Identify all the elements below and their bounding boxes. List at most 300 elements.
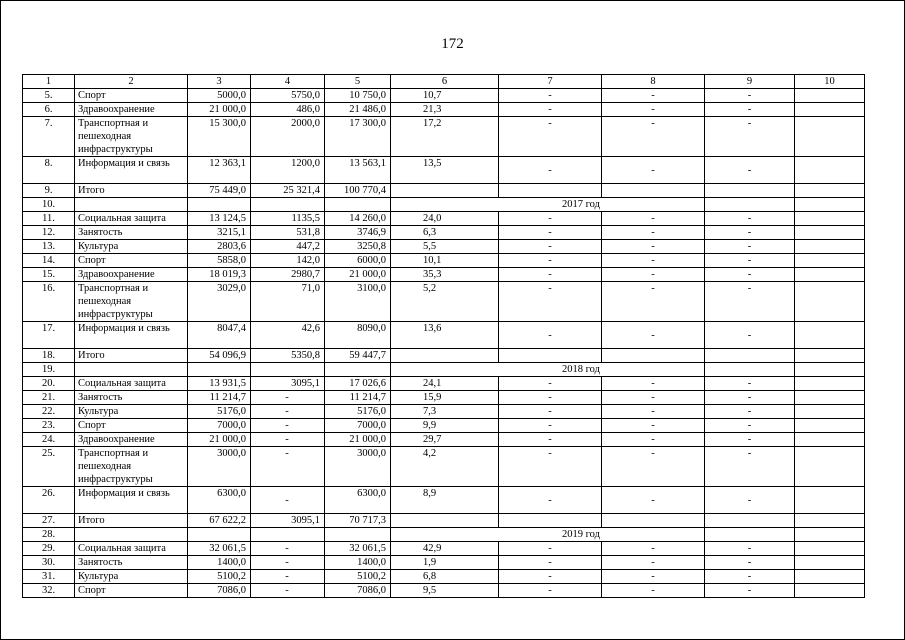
empty-cell (795, 349, 865, 363)
header-cell: 10 (795, 75, 865, 89)
table-body (23, 75, 865, 598)
dash-cell: - (602, 405, 705, 419)
empty-cell (795, 542, 865, 556)
value-cell-col5: 7086,0 (325, 584, 391, 598)
value-cell-col5: 11 214,7 (325, 391, 391, 405)
header-cell: 5 (325, 75, 391, 89)
dash-cell: - (705, 570, 795, 584)
table-row (23, 254, 865, 268)
dash-cell: - (705, 542, 795, 556)
category-name-cell: Транспортная и пешеходная инфраструктуры (75, 447, 188, 487)
value-cell-col5: 59 447,7 (325, 349, 391, 363)
dash-cell: - (705, 282, 795, 322)
value-cell-col3: 18 019,3 (188, 268, 251, 282)
dash-cell: - (705, 89, 795, 103)
dash-cell: - (499, 487, 602, 514)
value-cell-col3: 7086,0 (188, 584, 251, 598)
dash-cell: - (602, 433, 705, 447)
category-name-cell: Социальная защита (75, 377, 188, 391)
value-cell-col4: 2000,0 (251, 117, 325, 157)
empty-cell (325, 198, 391, 212)
dash-cell: - (705, 433, 795, 447)
page-number: 172 (441, 36, 464, 52)
dash-cell: - (705, 405, 795, 419)
dash-cell: - (705, 556, 795, 570)
share-cell-col6: 17,2 (391, 117, 499, 157)
value-cell-col3: 13 124,5 (188, 212, 251, 226)
row-number-cell: 20. (23, 377, 75, 391)
dash-cell: - (602, 542, 705, 556)
row-number-cell: 23. (23, 419, 75, 433)
row-number-cell: 18. (23, 349, 75, 363)
dash-cell: - (602, 212, 705, 226)
value-cell-col5: 3000,0 (325, 447, 391, 487)
value-cell-col5: 21 000,0 (325, 268, 391, 282)
header-cell: 6 (391, 75, 499, 89)
share-cell-col6: 9,9 (391, 419, 499, 433)
empty-cell (188, 528, 251, 542)
dash-cell: - (705, 254, 795, 268)
value-cell-col5: 1400,0 (325, 556, 391, 570)
dash-cell: - (602, 487, 705, 514)
value-cell-col4: 142,0 (251, 254, 325, 268)
value-cell-col3: 5858,0 (188, 254, 251, 268)
table-row (23, 322, 865, 349)
value-cell-col5: 3746,9 (325, 226, 391, 240)
dash-cell: - (499, 117, 602, 157)
dash-cell: - (602, 117, 705, 157)
category-name-cell: Спорт (75, 419, 188, 433)
empty-cell (795, 377, 865, 391)
dash-cell (705, 514, 795, 528)
dash-cell: - (705, 157, 795, 184)
dash-cell: - (499, 282, 602, 322)
dash-cell: - (499, 570, 602, 584)
empty-cell (795, 212, 865, 226)
empty-cell (705, 198, 795, 212)
value-cell-col4: - (251, 433, 325, 447)
share-cell-col6: 10,1 (391, 254, 499, 268)
dash-cell: - (602, 377, 705, 391)
value-cell-col5: 70 717,3 (325, 514, 391, 528)
table-row (23, 584, 865, 598)
value-cell-col4: 25 321,4 (251, 184, 325, 198)
share-cell-col6: 24,0 (391, 212, 499, 226)
empty-cell (795, 556, 865, 570)
dash-cell (705, 184, 795, 198)
empty-cell (795, 405, 865, 419)
value-cell-col5: 8090,0 (325, 322, 391, 349)
dash-cell: - (499, 89, 602, 103)
dash-cell: - (602, 268, 705, 282)
dash-cell: - (602, 447, 705, 487)
value-cell-col4: 486,0 (251, 103, 325, 117)
row-number-cell: 5. (23, 89, 75, 103)
empty-cell (795, 363, 865, 377)
row-number-cell: 9. (23, 184, 75, 198)
empty-cell (325, 528, 391, 542)
year-row (23, 363, 865, 377)
row-number-cell: 32. (23, 584, 75, 598)
row-number-cell: 27. (23, 514, 75, 528)
value-cell-col3: 8047,4 (188, 322, 251, 349)
dash-cell: - (705, 212, 795, 226)
value-cell-col3: 32 061,5 (188, 542, 251, 556)
value-cell-col5: 100 770,4 (325, 184, 391, 198)
value-cell-col3: 67 622,2 (188, 514, 251, 528)
category-name-cell: Информация и связь (75, 322, 188, 349)
empty-cell (795, 322, 865, 349)
category-name-cell: Спорт (75, 89, 188, 103)
share-cell-col6: 9,5 (391, 584, 499, 598)
dash-cell: - (602, 419, 705, 433)
share-cell-col6: 29,7 (391, 433, 499, 447)
table-row (23, 487, 865, 514)
header-cell: 9 (705, 75, 795, 89)
value-cell-col3: 5176,0 (188, 405, 251, 419)
dash-cell: - (705, 377, 795, 391)
dash-cell: - (499, 419, 602, 433)
value-cell-col4: 1200,0 (251, 157, 325, 184)
value-cell-col4: 3095,1 (251, 514, 325, 528)
table-row (23, 240, 865, 254)
category-name-cell: Занятость (75, 226, 188, 240)
row-number-cell: 28. (23, 528, 75, 542)
empty-cell (795, 282, 865, 322)
dash-cell: - (499, 391, 602, 405)
year-label-cell: 2017 год (391, 198, 705, 212)
table-row (23, 349, 865, 363)
empty-cell (75, 198, 188, 212)
table-row (23, 447, 865, 487)
header-cell: 1 (23, 75, 75, 89)
row-number-cell: 19. (23, 363, 75, 377)
dash-cell: - (602, 226, 705, 240)
empty-cell (251, 198, 325, 212)
value-cell-col5: 10 750,0 (325, 89, 391, 103)
dash-cell: - (499, 254, 602, 268)
empty-cell (795, 570, 865, 584)
table-row (23, 117, 865, 157)
empty-cell (795, 240, 865, 254)
empty-cell (795, 184, 865, 198)
value-cell-col3: 12 363,1 (188, 157, 251, 184)
table-row (23, 514, 865, 528)
dash-cell: - (705, 268, 795, 282)
row-number-cell: 12. (23, 226, 75, 240)
category-name-cell: Здравоохранение (75, 433, 188, 447)
value-cell-col4: 71,0 (251, 282, 325, 322)
empty-cell (795, 254, 865, 268)
row-number-cell: 24. (23, 433, 75, 447)
dash-cell: - (705, 322, 795, 349)
share-cell-col6: 8,9 (391, 487, 499, 514)
share-cell-col6: 15,9 (391, 391, 499, 405)
dash-cell: - (602, 556, 705, 570)
table-row (23, 542, 865, 556)
header-cell: 8 (602, 75, 705, 89)
table-row (23, 157, 865, 184)
category-name-cell: Культура (75, 405, 188, 419)
year-label-cell: 2019 год (391, 528, 705, 542)
table-row (23, 89, 865, 103)
dash-cell: - (499, 542, 602, 556)
dash-cell (499, 514, 602, 528)
value-cell-col3: 1400,0 (188, 556, 251, 570)
value-cell-col3: 7000,0 (188, 419, 251, 433)
value-cell-col5: 3250,8 (325, 240, 391, 254)
table-row (23, 391, 865, 405)
dash-cell: - (705, 117, 795, 157)
year-row (23, 528, 865, 542)
table-row (23, 433, 865, 447)
row-number-cell: 11. (23, 212, 75, 226)
dash-cell: - (499, 268, 602, 282)
value-cell-col5: 5100,2 (325, 570, 391, 584)
row-number-cell: 7. (23, 117, 75, 157)
value-cell-col4: 1135,5 (251, 212, 325, 226)
share-cell-col6: 24,1 (391, 377, 499, 391)
dash-cell: - (602, 157, 705, 184)
category-name-cell: Итого (75, 514, 188, 528)
dash-cell: - (499, 212, 602, 226)
value-cell-col4: - (251, 447, 325, 487)
dash-cell: - (705, 419, 795, 433)
empty-cell (188, 363, 251, 377)
value-cell-col4: 5750,0 (251, 89, 325, 103)
dash-cell: - (602, 240, 705, 254)
row-number-cell: 26. (23, 487, 75, 514)
dash-cell: - (705, 584, 795, 598)
dash-cell: - (705, 391, 795, 405)
value-cell-col5: 21 486,0 (325, 103, 391, 117)
value-cell-col4: - (251, 556, 325, 570)
row-number-cell: 16. (23, 282, 75, 322)
table-row (23, 556, 865, 570)
row-number-cell: 21. (23, 391, 75, 405)
row-number-cell: 17. (23, 322, 75, 349)
table-row (23, 405, 865, 419)
dash-cell: - (602, 322, 705, 349)
dash-cell: - (602, 103, 705, 117)
dash-cell: - (499, 584, 602, 598)
empty-cell (795, 391, 865, 405)
table-row (23, 226, 865, 240)
share-cell-col6: 5,2 (391, 282, 499, 322)
category-name-cell: Здравоохранение (75, 268, 188, 282)
value-cell-col4: 531,8 (251, 226, 325, 240)
empty-cell (188, 198, 251, 212)
row-number-cell: 29. (23, 542, 75, 556)
empty-cell (75, 363, 188, 377)
value-cell-col4: 42,6 (251, 322, 325, 349)
category-name-cell: Здравоохранение (75, 103, 188, 117)
table-row (23, 268, 865, 282)
empty-cell (795, 103, 865, 117)
dash-cell: - (602, 391, 705, 405)
value-cell-col4: 5350,8 (251, 349, 325, 363)
value-cell-col3: 6300,0 (188, 487, 251, 514)
value-cell-col3: 21 000,0 (188, 433, 251, 447)
table-row (23, 212, 865, 226)
category-name-cell: Итого (75, 184, 188, 198)
value-cell-col5: 6000,0 (325, 254, 391, 268)
empty-cell (795, 419, 865, 433)
empty-cell (795, 198, 865, 212)
empty-cell (705, 363, 795, 377)
value-cell-col4: - (251, 419, 325, 433)
share-cell-col6: 35,3 (391, 268, 499, 282)
empty-cell (75, 528, 188, 542)
table-row (23, 103, 865, 117)
value-cell-col5: 6300,0 (325, 487, 391, 514)
row-number-cell: 25. (23, 447, 75, 487)
empty-cell (795, 157, 865, 184)
value-cell-col5: 7000,0 (325, 419, 391, 433)
value-cell-col3: 5000,0 (188, 89, 251, 103)
year-row (23, 198, 865, 212)
value-cell-col5: 17 026,6 (325, 377, 391, 391)
category-name-cell: Занятость (75, 391, 188, 405)
year-label-cell: 2018 год (391, 363, 705, 377)
empty-cell (795, 487, 865, 514)
dash-cell: - (602, 584, 705, 598)
empty-cell (325, 363, 391, 377)
dash-cell (602, 184, 705, 198)
empty-cell (795, 447, 865, 487)
dash-cell: - (499, 322, 602, 349)
table-row (23, 282, 865, 322)
empty-cell (795, 514, 865, 528)
row-number-cell: 8. (23, 157, 75, 184)
value-cell-col3: 21 000,0 (188, 103, 251, 117)
value-cell-col4: - (251, 391, 325, 405)
share-cell-col6: 5,5 (391, 240, 499, 254)
dash-cell: - (705, 487, 795, 514)
category-name-cell: Информация и связь (75, 157, 188, 184)
share-cell-col6 (391, 184, 499, 198)
row-number-cell: 13. (23, 240, 75, 254)
category-name-cell: Транспортная и пешеходная инфраструктуры (75, 117, 188, 157)
value-cell-col4: - (251, 542, 325, 556)
table-row (23, 377, 865, 391)
dash-cell: - (705, 226, 795, 240)
empty-cell (705, 528, 795, 542)
empty-cell (795, 433, 865, 447)
value-cell-col3: 13 931,5 (188, 377, 251, 391)
header-cell: 4 (251, 75, 325, 89)
category-name-cell: Культура (75, 240, 188, 254)
value-cell-col4: 3095,1 (251, 377, 325, 391)
empty-cell (251, 363, 325, 377)
value-cell-col4: - (251, 487, 325, 514)
value-cell-col5: 32 061,5 (325, 542, 391, 556)
share-cell-col6: 10,7 (391, 89, 499, 103)
dash-cell (705, 349, 795, 363)
dash-cell (602, 514, 705, 528)
share-cell-col6: 6,3 (391, 226, 499, 240)
category-name-cell: Занятость (75, 556, 188, 570)
value-cell-col4: - (251, 584, 325, 598)
value-cell-col3: 3029,0 (188, 282, 251, 322)
empty-cell (251, 528, 325, 542)
empty-cell (795, 89, 865, 103)
row-number-cell: 14. (23, 254, 75, 268)
category-name-cell: Информация и связь (75, 487, 188, 514)
header-row (23, 75, 865, 89)
share-cell-col6: 13,6 (391, 322, 499, 349)
category-name-cell: Социальная защита (75, 212, 188, 226)
value-cell-col3: 11 214,7 (188, 391, 251, 405)
share-cell-col6 (391, 349, 499, 363)
value-cell-col4: - (251, 405, 325, 419)
table-row (23, 419, 865, 433)
row-number-cell: 31. (23, 570, 75, 584)
category-name-cell: Транспортная и пешеходная инфраструктуры (75, 282, 188, 322)
dash-cell: - (602, 282, 705, 322)
value-cell-col4: 447,2 (251, 240, 325, 254)
value-cell-col4: 2980,7 (251, 268, 325, 282)
dash-cell: - (499, 157, 602, 184)
value-cell-col5: 13 563,1 (325, 157, 391, 184)
category-name-cell: Социальная защита (75, 542, 188, 556)
value-cell-col3: 75 449,0 (188, 184, 251, 198)
empty-cell (795, 584, 865, 598)
share-cell-col6: 1,9 (391, 556, 499, 570)
dash-cell: - (499, 240, 602, 254)
value-cell-col3: 54 096,9 (188, 349, 251, 363)
dash-cell: - (602, 89, 705, 103)
dash-cell: - (499, 377, 602, 391)
share-cell-col6: 21,3 (391, 103, 499, 117)
row-number-cell: 15. (23, 268, 75, 282)
dash-cell (499, 349, 602, 363)
row-number-cell: 6. (23, 103, 75, 117)
value-cell-col5: 3100,0 (325, 282, 391, 322)
value-cell-col5: 14 260,0 (325, 212, 391, 226)
value-cell-col5: 17 300,0 (325, 117, 391, 157)
dash-cell (602, 349, 705, 363)
dash-cell: - (705, 103, 795, 117)
header-cell: 7 (499, 75, 602, 89)
dash-cell (499, 184, 602, 198)
table-row (23, 570, 865, 584)
row-number-cell: 10. (23, 198, 75, 212)
empty-cell (795, 117, 865, 157)
empty-cell (795, 268, 865, 282)
row-number-cell: 30. (23, 556, 75, 570)
category-name-cell: Спорт (75, 584, 188, 598)
value-cell-col3: 2803,6 (188, 240, 251, 254)
header-cell: 2 (75, 75, 188, 89)
table-row (23, 184, 865, 198)
dash-cell: - (705, 240, 795, 254)
category-name-cell: Культура (75, 570, 188, 584)
dash-cell: - (705, 447, 795, 487)
value-cell-col5: 5176,0 (325, 405, 391, 419)
empty-cell (795, 528, 865, 542)
value-cell-col3: 3000,0 (188, 447, 251, 487)
category-name-cell: Спорт (75, 254, 188, 268)
value-cell-col3: 3215,1 (188, 226, 251, 240)
dash-cell: - (602, 570, 705, 584)
header-cell: 3 (188, 75, 251, 89)
value-cell-col5: 21 000,0 (325, 433, 391, 447)
share-cell-col6: 13,5 (391, 157, 499, 184)
empty-cell (795, 226, 865, 240)
dash-cell: - (499, 226, 602, 240)
dash-cell: - (499, 447, 602, 487)
